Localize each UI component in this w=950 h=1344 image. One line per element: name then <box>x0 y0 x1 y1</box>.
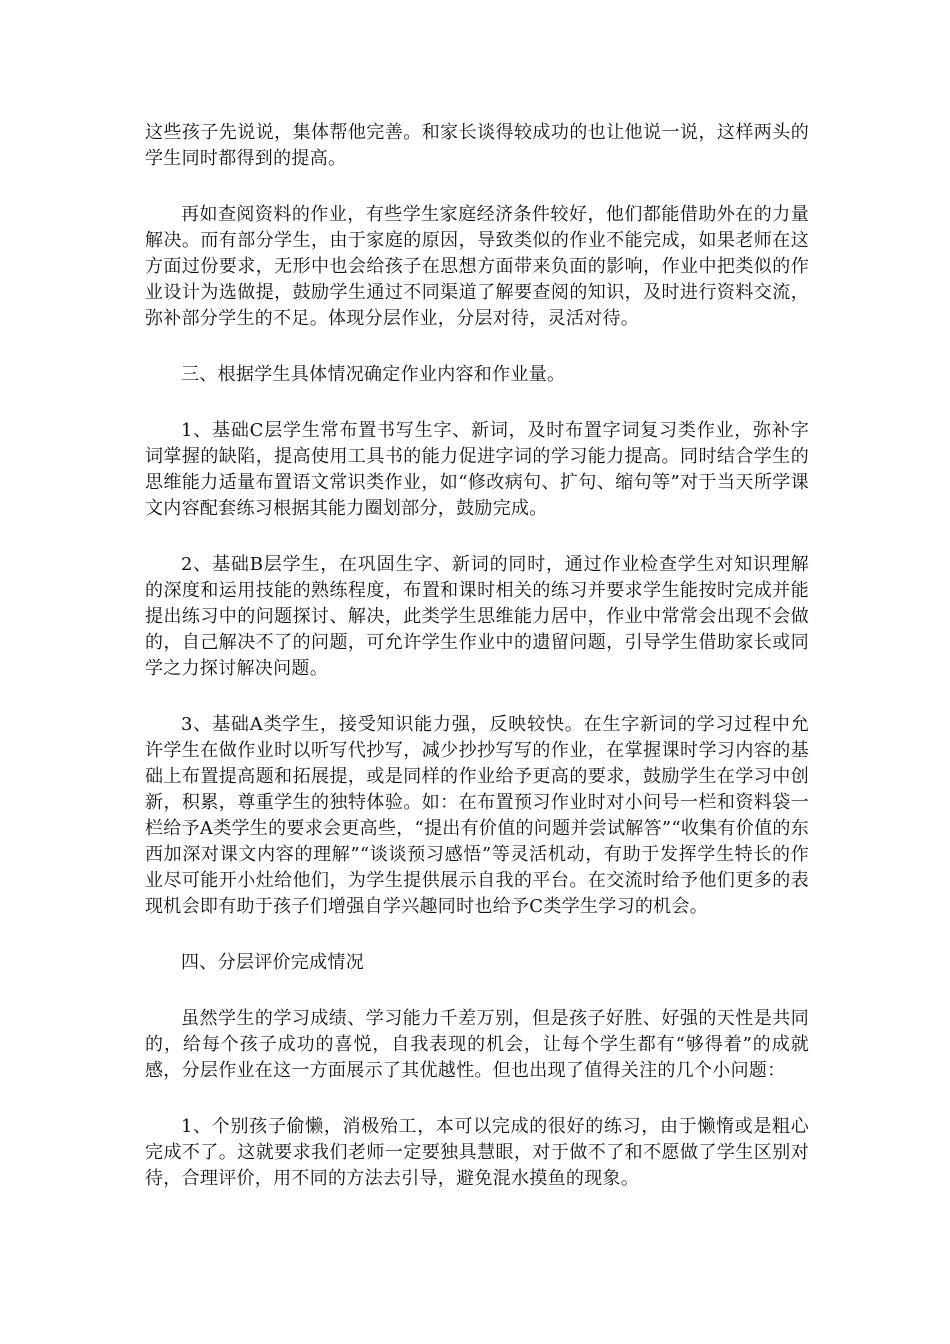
document-page <box>145 120 809 1222</box>
section-heading-4: 四、分层评价完成情况 <box>181 952 364 973</box>
paragraph-issue-1: 1、个别孩子偷懒，消极殆工，本可以完成的很好的练习，由于懒惰或是粗心完成不了。这就要求我们老师一定要独具慧眼，对于做不了和不愿做了学生区别对待，合理评价，用不同的方法去引导，避免混水摸鱼的现象。 <box>145 1116 809 1189</box>
paragraph-evaluation: 虽然学生的学习成绩、学习能力千差万别，但是孩子好胜、好强的天性是共同的，给每个孩子成功的喜悦，自我表现的机会，让每个学生都有“够得着”的成就感，分层作业在这一方面展示了其优越性。但也出现了值得关注的几个小问题： <box>145 1008 809 1081</box>
paragraph-reference-materials: 再如查阅资料的作业，有些学生家庭经济条件较好，他们都能借助外在的力量解决。而有部分学生，由于家庭的原因，导致类似的作业不能完成，如果老师在这方面过份要求，无形中也会给孩子在思想方面带来负面的影响，作业中把类似的作业设计为选做提，鼓励学生通过不同渠道了解要查阅的知识，及时进行资料交流，弥补部分学生的不足。体现分层作业，分层对待，灵活对待。 <box>145 204 809 329</box>
paragraph-level-a: 3、基础A类学生，接受知识能力强，反映较快。在生字新词的学习过程中允许学生在做作业时以听写代抄写，减少抄抄写写的作业，在掌握课时学习内容的基础上布置提高题和拓展提，或是同样的作业给予更高的要求，鼓励学生在学习中创新，积累，尊重学生的独特体验。如：在布置预习作业时对小问号一栏和资料袋一栏给予A类学生的要求会更高些，“提出有价值的问题并尝试解答”“收集有价值的东西加深对课文内容的理解”“谈谈预习感悟”等灵活机动，有助于发挥学生特长的作业尽可能开小灶给他们，为学生提供展示自我的平台。在交流时给予他们更多的表现机会即有助于孩子们增强自学兴趣同时也给予C类学生学习的机会。 <box>145 714 810 917</box>
paragraph-continuation: 这些孩子先说说，集体帮他完善。和家长谈得较成功的也让他说一说，这样两头的学生同时都得到的提高。 <box>145 122 809 169</box>
section-heading-3: 三、根据学生具体情况确定作业内容和作业量。 <box>181 364 566 385</box>
paragraph-level-c: 1、基础C层学生常布置书写生字、新词，及时布置字词复习类作业，弥补字词掌握的缺陷，提高使用工具书的能力促进字词的学习能力提高。同时结合学生的思维能力适量布置语文常识类作业，如“修改病句、扩句、缩句等”对于当天所学课文内容配套练习根据其能力圈划部分，鼓励完成。 <box>145 420 809 519</box>
paragraph-level-b: 2、基础B层学生，在巩固生字、新词的同时，通过作业检查学生对知识理解的深度和运用技能的熟练程度，布置和课时相关的练习并要求学生能按时完成并能提出练习中的问题探讨、解决，此类学生思维能力居中，作业中常常会出现不会做的，自己解决不了的问题，可允许学生作业中的遗留问题，引导学生借助家长或同学之力探讨解决问题。 <box>145 554 809 679</box>
